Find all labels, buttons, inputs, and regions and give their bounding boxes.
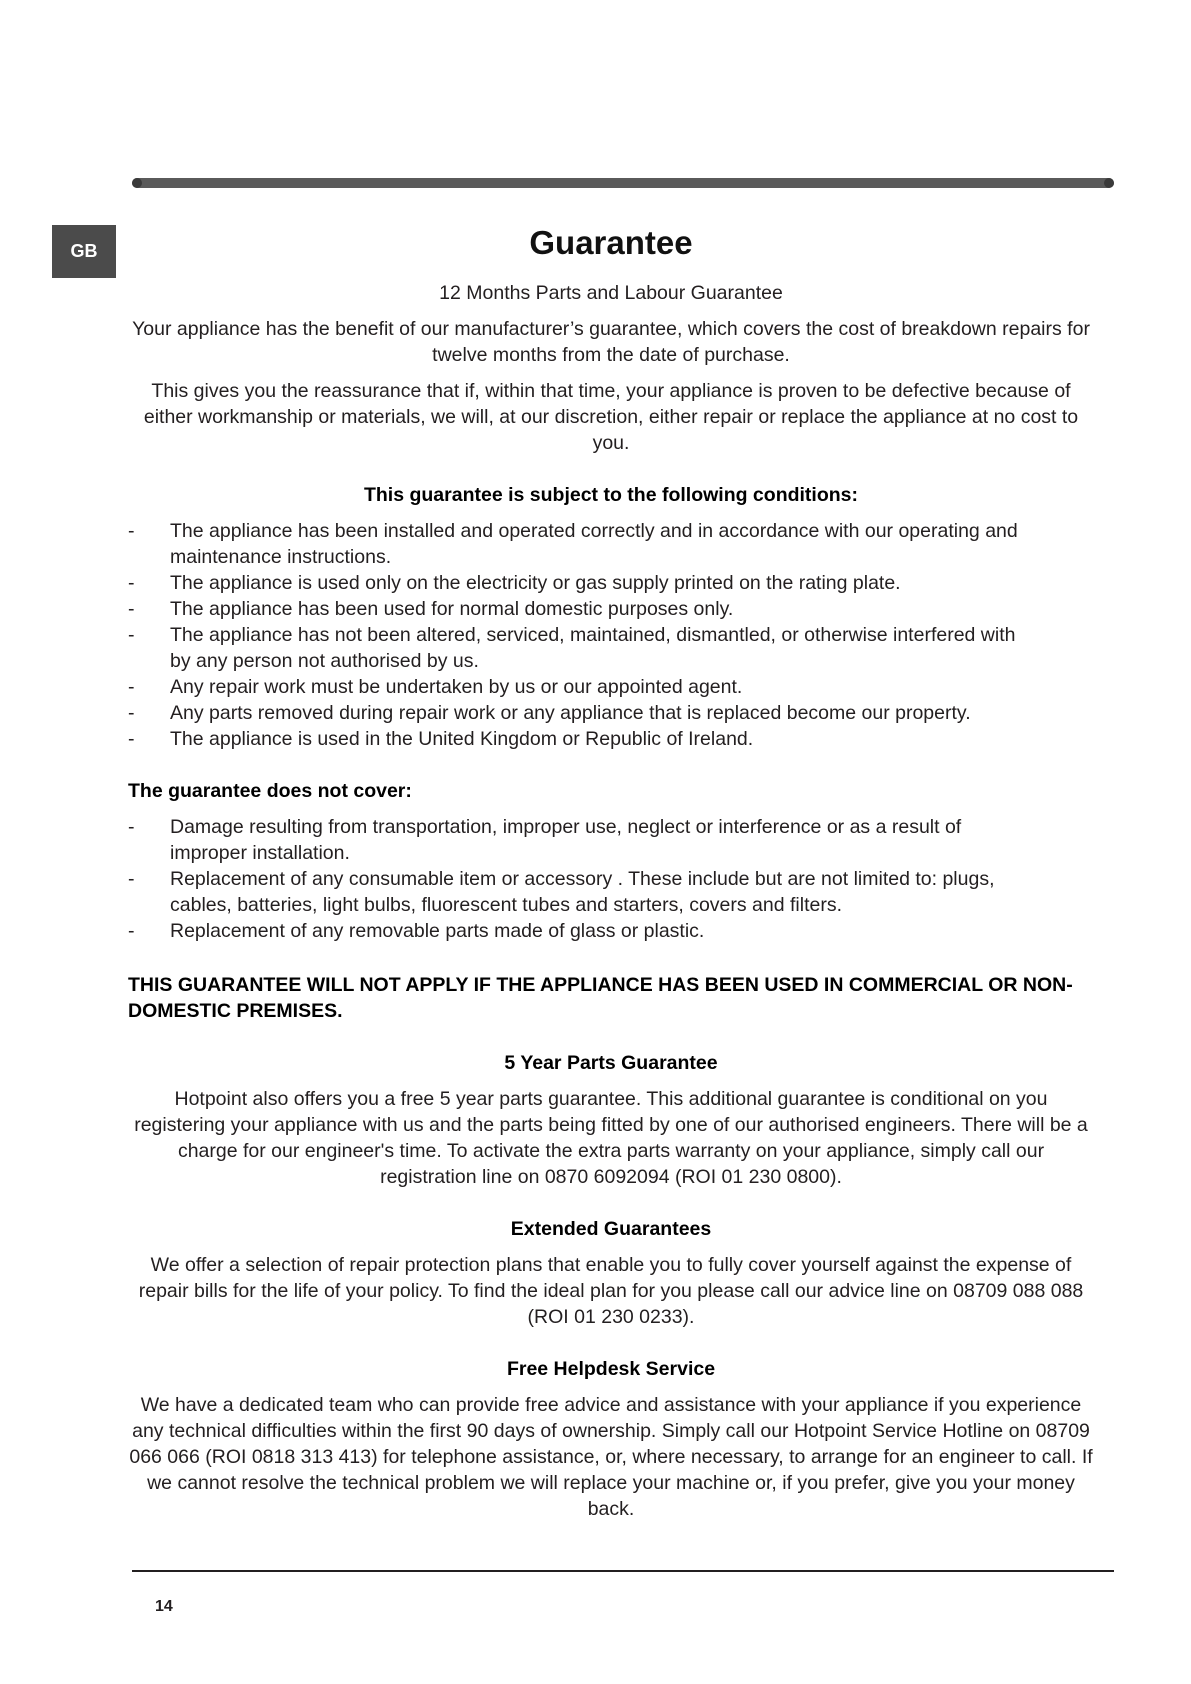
list-item: - The appliance has not been altered, serviced, maintained, dismantled, or otherwise interfered with by any person not authorised by us.	[128, 622, 1094, 674]
helpdesk-heading: Free Helpdesk Service	[506, 1358, 716, 1380]
list-item: - The appliance is used in the United Kingdom or Republic of Ireland.	[128, 726, 1094, 752]
helpdesk-text: We have a dedicated team who can provide free advice and assistance with your appliance if you experience any technical difficulties within the first 90 days of ownership. Simply call our Hotpoint Service Hotline on 08709 066 066 (ROI 0818 313 413) for telephone assistance, or, where necessary, to arrange for an engineer to call. If we cannot resolve the technical problem we will replace your machine or, if you prefer, give you your money back.	[129, 1394, 1093, 1520]
top-divider	[132, 178, 1114, 188]
extended-guarantees-heading: Extended Guarantees	[510, 1218, 712, 1240]
page-number: 14	[155, 1598, 173, 1615]
conditions-list	[128, 518, 1094, 752]
guarantee-content	[128, 218, 1094, 1532]
bottom-divider	[132, 1570, 1114, 1572]
parts-guarantee-text: Hotpoint also offers you a free 5 year parts guarantee. This additional guarantee is conditional on you registering your appliance with us and the parts being fitted by one of our authorised engineers. There will be a charge for our engineer's time. To activate the extra parts warranty on your appliance, simply call our registration line on 0870 6092094 (ROI 01 230 0800).	[134, 1088, 1088, 1188]
intro-paragraph-2: This gives you the reassurance that if, within that time, your appliance is proven to be defective because of either workmanship or materials, we will, at our discretion, either repair or replace the appliance at no cost to you.	[143, 380, 1079, 454]
intro-paragraph-1: Your appliance has the benefit of our manufacturer’s guarantee, which covers the cost of breakdown repairs for twelve months from the date of purchase.	[132, 318, 1090, 366]
commercial-use-warning: THIS GUARANTEE WILL NOT APPLY IF THE APPLIANCE HAS BEEN USED IN COMMERCIAL OR NON-DOMESTIC PREMISES.	[128, 974, 1073, 1022]
list-item: - The appliance is used only on the electricity or gas supply printed on the rating plate.	[128, 570, 1094, 596]
list-item: - The appliance has been installed and operated correctly and in accordance with our operating and maintenance instructions.	[128, 518, 1094, 570]
list-item: - Replacement of any removable parts made of glass or plastic.	[128, 918, 1094, 944]
list-item: - Replacement of any consumable item or accessory . These include but are not limited to: plugs, cables, batteries, light bulbs, fluorescent tubes and starters, covers and filters.	[128, 866, 1094, 918]
language-tab: GB	[52, 225, 116, 278]
conditions-heading: This guarantee is subject to the following conditions:	[363, 484, 859, 506]
exclusions-list	[128, 814, 1094, 944]
exclusions-heading: The guarantee does not cover:	[128, 780, 412, 802]
list-item: - Any parts removed during repair work or any appliance that is replaced become our property.	[128, 700, 1094, 726]
subtitle: 12 Months Parts and Labour Guarantee	[439, 282, 783, 304]
extended-guarantees-text: We offer a selection of repair protection plans that enable you to fully cover yourself against the expense of repair bills for the life of your policy. To find the ideal plan for you please call our advice line on 08709 088 088 (ROI 01 230 0233).	[138, 1254, 1084, 1328]
list-item: - Any repair work must be undertaken by us or our appointed agent.	[128, 674, 1094, 700]
list-item: - Damage resulting from transportation, improper use, neglect or interference or as a result of improper installation.	[128, 814, 1094, 866]
page-title: Guarantee	[529, 224, 693, 261]
list-item: - The appliance has been used for normal domestic purposes only.	[128, 596, 1094, 622]
parts-guarantee-heading: 5 Year Parts Guarantee	[504, 1052, 718, 1074]
